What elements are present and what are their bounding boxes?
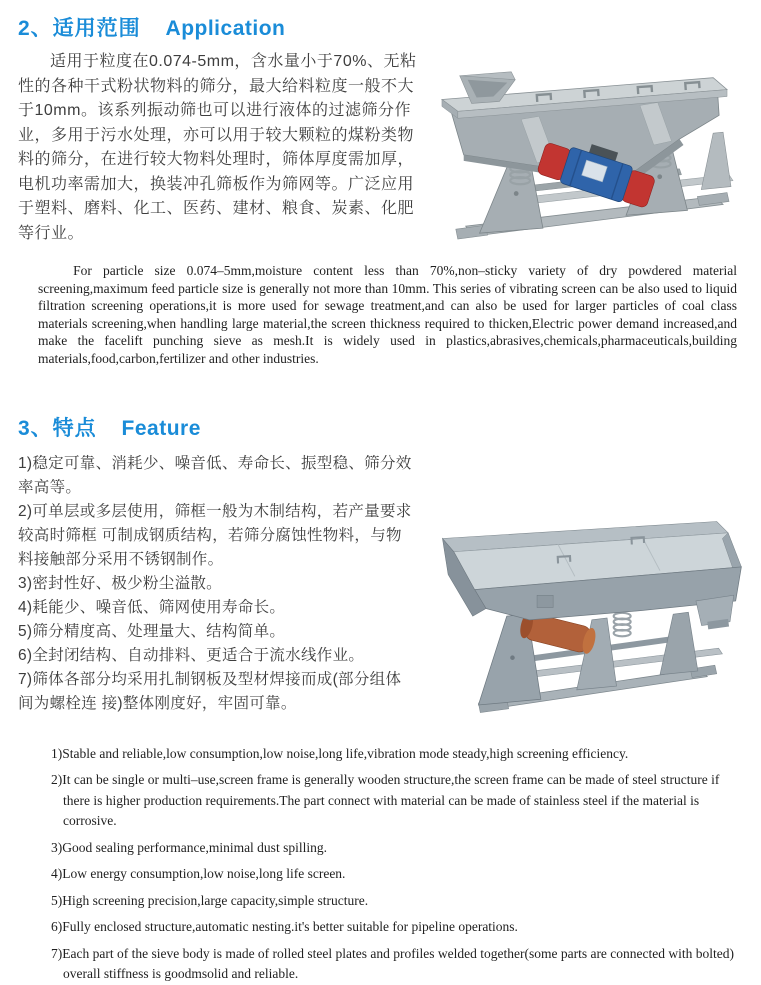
feature-item-zh: 1)稳定可靠、消耗少、噪音低、寿命长、振型稳、筛分效率高等。: [18, 454, 412, 496]
feature-item-en: 1)Stable and reliable,low consumption,low noise,long life,vibration mode steady,high screening efficiency.: [51, 745, 629, 761]
feature-item-en: 5)High screening precision,large capacity,simple structure.: [51, 892, 369, 908]
application-content-row: [18, 50, 747, 246]
application-section: [18, 12, 747, 368]
feature-section: [18, 412, 747, 985]
feature-content-row: [18, 452, 747, 724]
vibrating-screen-photo-1: [420, 50, 747, 246]
feature-item-en: 6)Fully enclosed structure,automatic nesting.it's better suitable for pipeline operations.: [51, 919, 518, 935]
feature-item-zh: 3)密封性好、极少粉尘溢散。: [18, 574, 222, 592]
feature-item-zh: 7)筛体各部分均采用扎制钢板及型材焊接而成(部分组体间为螺栓连 接)整体刚度好，牢固可靠。: [18, 670, 402, 712]
feature-item-zh: 5)筛分精度高、处理量大、结构简单。: [18, 622, 286, 640]
feature-item-en: 7)Each part of the sieve body is made of rolled steel plates and profiles welded together(some parts are connected with bolted) overall stiffness is goodmsolid and reliable.: [51, 945, 735, 982]
feature-item-zh: 4)耗能少、噪音低、筛网使用寿命长。: [18, 598, 286, 616]
feature-item-en: 2)It can be single or multi–use,screen frame is generally wooden structure,the screen frame can be made of steel structure if there is higher production requirements.The part connect with material can be made of stainless steel if the material is corrosive.: [51, 772, 720, 829]
feature-list-en: [51, 744, 739, 985]
feature-list-zh: [18, 452, 416, 724]
machine2-body: [442, 521, 741, 629]
feature-item-en: 4)Low energy consumption,low noise,long life screen.: [51, 866, 346, 882]
application-paragraph-zh: 适用于粒度在0.074-5mm，含水量小于70%、无粘性的各种干式粉状物料的筛分，最大给料粒度一般不大于10mm。该系列振动筛也可以进行液体的过滤筛分作业，多用于污水处理，亦可以用于较大颗粒的煤粉类物料的筛分，在进行较大物料处理时，筛体厚度需加厚，电机功率需加大，换装冲孔筛板作为筛网等。广泛应用于塑料、磨料、化工、医药、建材、粮食、炭素、化肥等行业。: [18, 53, 417, 242]
application-heading: [18, 12, 747, 42]
application-heading-en: Application: [165, 17, 286, 40]
feature-heading: [18, 412, 747, 442]
feature-item-en: 3)Good sealing performance,minimal dust spilling.: [51, 839, 327, 855]
application-heading-zh: 2、适用范围: [18, 17, 141, 40]
feature-heading-zh: 3、特点: [18, 416, 97, 440]
vibrating-screen-photo-2: [416, 452, 747, 724]
feature-heading-en: Feature: [121, 416, 201, 440]
feature-item-zh: 6)全封闭结构、自动排料、更适合于流水线作业。: [18, 646, 365, 664]
application-paragraph-en: For particle size 0.074–5mm,moisture content less than 70%,non–sticky variety of dry powdered material screening,maximum feed particle size is generally not more than 10mm. This series of vibrating screen can be also used to liquid filtration screening operations,it is more used for sewage treatment,and can also be used for larger particles of coal class materials screening,when handling large material,the screen thickness required to thicken,Electric power demand increased,and make the facelift punching sieve as mesh.It is widely used in plastics,abrasives,chemicals,pharmaceuticals,building materials,food,carbon,fertilizer and other industries.: [38, 263, 737, 366]
vibrating-screen-illustration-2: [416, 476, 747, 724]
vibrating-screen-illustration-1: [420, 50, 747, 246]
feature-item-zh: 2)可单层或多层使用，筛框一般为木制结构，若产量要求较高时筛框 可制成钢质结构，若筛分腐蚀性物料，与物料接触部分采用不锈钢制作。: [18, 502, 412, 568]
